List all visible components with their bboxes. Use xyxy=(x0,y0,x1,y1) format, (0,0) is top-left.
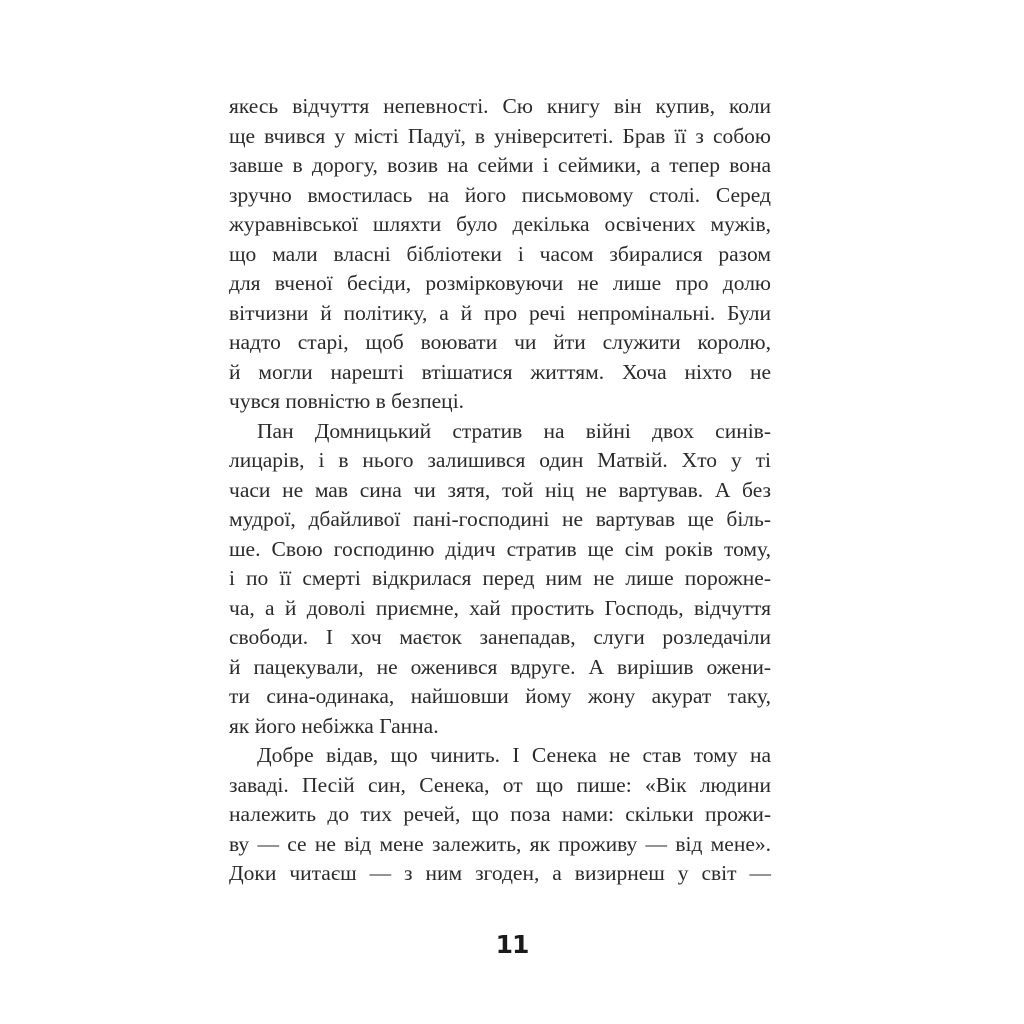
text-line: й могли нарешті втішатися життям. Хоча ніхто не xyxy=(229,359,771,384)
text-line: Добре відав, що чинить. І Сенека не став тому на xyxy=(257,743,771,767)
text-line: заваді. Песій син, Сенека, от що пише: «Вік людини xyxy=(229,772,771,797)
text-line: Пан Домницький стратив на війні двох синів- xyxy=(257,418,771,443)
text-line: чувся повністю в безпеці. xyxy=(229,389,465,413)
text-line: свободи. І хоч маєток занепадав, слуги розледачіли xyxy=(229,625,771,649)
body-text xyxy=(229,92,771,889)
text-line: журавнівської шляхти було декілька освічених мужів, xyxy=(229,212,771,236)
text-line: як його небіжка Ганна. xyxy=(229,713,439,738)
text-line: й пацекували, не оженився вдруге. А вирішив ожени- xyxy=(229,654,771,679)
text-line: надто старі, щоб воювати чи йти служити королю, xyxy=(229,330,771,354)
text-line: ще вчився у місті Падуї, в університеті. Брав її з собою xyxy=(229,123,771,148)
text-line: часи не мав сина чи зятя, той ніц не вартував. А без xyxy=(229,477,771,502)
text-line: якесь відчуття непевності. Сю книгу він купив, коли xyxy=(229,94,771,118)
text-line: завше в дорогу, возив на сейми і сеймики, а тепер вона xyxy=(229,153,771,177)
text-line: ву — се не від мене залежить, як проживу — від мене». xyxy=(229,831,771,856)
text-line: належить до тих речей, що поза нами: скільки прожи- xyxy=(229,802,771,826)
text-line: мудрої, дбайливої пані-господині не вартував ще біль- xyxy=(229,507,771,531)
text-line: ча, а й доволі приємне, хай простить Господь, відчуття xyxy=(229,595,771,620)
text-line: лицарів, і в нього залишився один Матвій. Хто у ті xyxy=(229,448,771,472)
text-line: Доки читаєш — з ним згоден, а визирнеш у світ — xyxy=(229,861,771,885)
text-line: ти сина-одинака, найшовши йому жону акурат таку, xyxy=(229,684,771,708)
text-line: зручно вмостилась на його письмовому столі. Серед xyxy=(229,182,771,207)
text-line: для вченої бесіди, розмірковуючи не лише про долю xyxy=(229,271,771,295)
text-line: і по її смерті відкрилася перед ним не лише порожне- xyxy=(229,566,771,590)
text-line: вітчизни й політику, а й про речі непромінальні. Були xyxy=(229,300,771,325)
text-line: що мали власні бібліотеки і часом збиралися разом xyxy=(229,241,771,266)
text-line: ше. Свою господиню дідич стратив ще сім років тому, xyxy=(229,536,771,561)
page-number: 11 xyxy=(495,930,529,959)
